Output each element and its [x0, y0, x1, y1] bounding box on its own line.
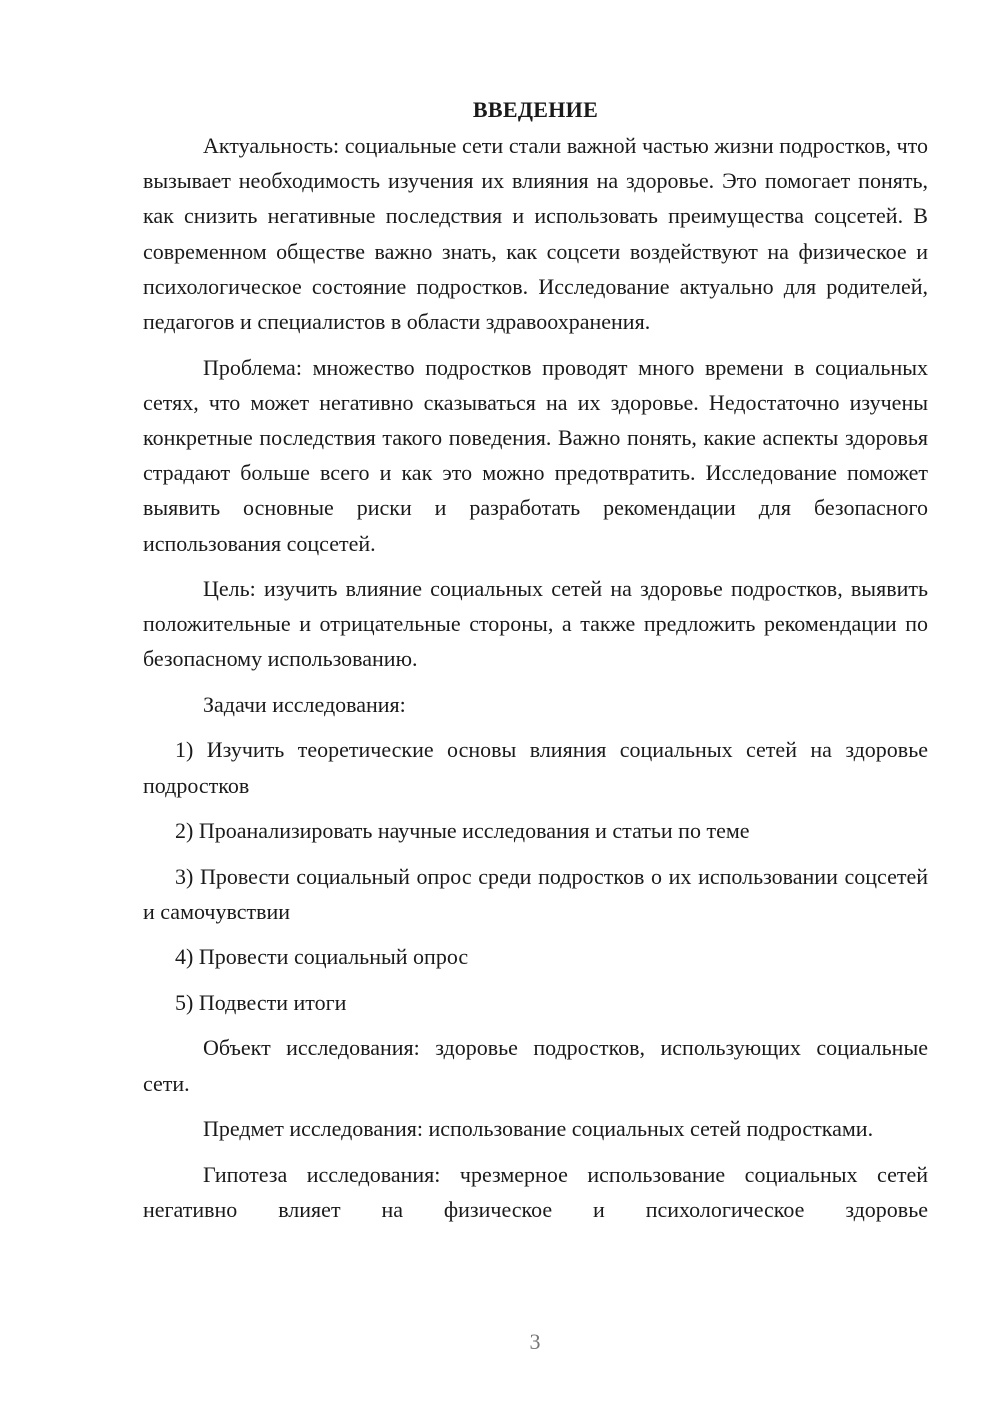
paragraph-goal: Цель: изучить влияние социальных сетей на здоровье подростков, выявить положительные и отрицательные стороны, а также предложить рекомендации по безопасному использованию.: [143, 576, 928, 672]
paragraph-relevance: Актуальность: социальные сети стали важной частью жизни подростков, что вызывает необходимость изучения их влияния на здоровье. Это помогает понять, как снизить негативные последствия и использовать преимущества соцсетей. В современном обществе важно знать, как соцсети воздействуют на физическое и психологическое состояние подростков. Исследование актуально для родителей, педагогов и специалистов в области здравоохранения.: [143, 133, 928, 335]
task-item-1: 1) Изучить теоретические основы влияния социальных сетей на здоровье подростков: [143, 737, 928, 798]
paragraph-subject: Предмет исследования: использование социальных сетей подростками.: [203, 1116, 874, 1142]
paragraph-tasks-heading: Задачи исследования:: [203, 691, 406, 717]
task-item-4: 4) Провести социальный опрос: [175, 944, 469, 970]
task-item-3: 3) Провести социальный опрос среди подростков о их использовании соцсетей и самочувствии: [143, 863, 928, 924]
task-item-5: 5) Подвести итоги: [175, 989, 347, 1015]
page-title: ВВЕДЕНИЕ: [472, 97, 599, 122]
paragraph-object: Объект исследования: здоровье подростков, использующих социальные сети.: [143, 1035, 928, 1096]
page-number: 3: [529, 1329, 541, 1354]
paragraph-hypothesis: Гипотеза исследования: чрезмерное использование социальных сетей негативно влияет на физическое и психологическое здоровье: [143, 1161, 928, 1222]
document-page: [143, 92, 928, 1227]
paragraph-problem: Проблема: множество подростков проводят много времени в социальных сетях, что может негативно сказываться на их здоровье. Недостаточно изучены конкретные последствия такого поведения. Важно понять, какие аспекты здоровья страдают больше всего и как это можно предотвратить. Исследование поможет выявить основные риски и разработать рекомендации для безопасного использования соцсетей.: [143, 354, 928, 556]
task-item-2: 2) Проанализировать научные исследования и статьи по теме: [175, 818, 750, 844]
